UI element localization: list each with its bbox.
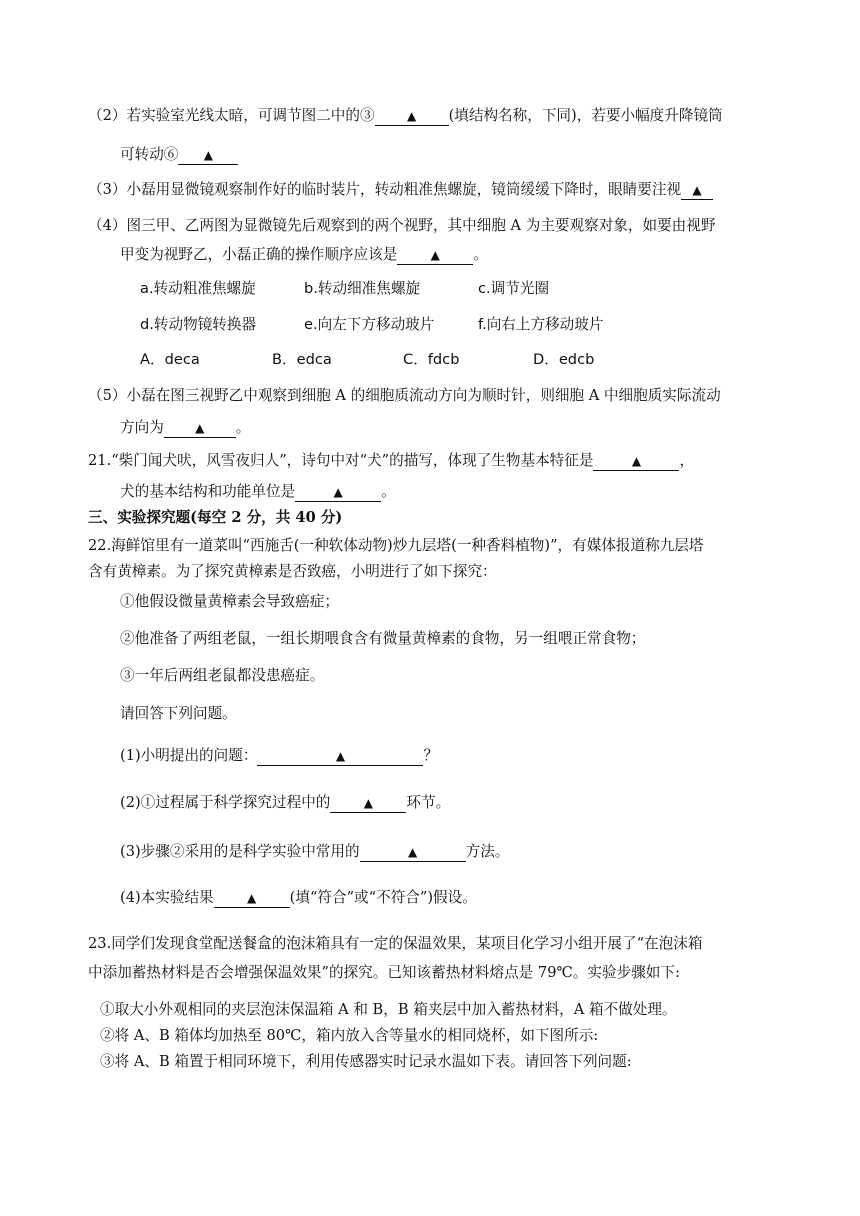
choice-A[interactable]: A．deca bbox=[140, 351, 200, 368]
answer-mark: ▲ bbox=[247, 891, 257, 905]
option-item-d: d.转动物镜转换器 bbox=[140, 316, 257, 333]
q22-sub3: (3)步骤②采用的是科学实验中常用的 ▲ 方法。 bbox=[120, 843, 510, 860]
answer-blank[interactable] bbox=[164, 419, 236, 438]
option-item-e: e.向左下方移动玻片 bbox=[304, 316, 435, 333]
option-item-c: c.调节光圈 bbox=[478, 280, 550, 297]
answer-mark: ▲ bbox=[631, 454, 642, 468]
q20-part4-line2: 甲变为视野乙，小磊正确的操作顺序应该是 ▲ 。 bbox=[120, 246, 488, 263]
q23-intro-line2: 中添加蓄热材料是否会增强保温效果”的探究。已知该蓄热材料熔点是 79℃。实验步骤如下: bbox=[88, 964, 680, 981]
answer-mark: ▲ bbox=[203, 148, 213, 162]
q22-sub4: (4)本实验结果 ▲ (填“符合”或“不符合”)假设。 bbox=[120, 889, 477, 906]
answer-mark: ▲ bbox=[195, 421, 205, 435]
q20-part5-line2: 方向为 ▲ 。 bbox=[120, 419, 251, 436]
q22-intro-line1: 22.海鲜馆里有一道菜叫“西施舌(一种软体动物)炒九层塔(一种香料植物)”，有媒体报道称九层塔 bbox=[88, 537, 704, 554]
answer-mark: ▲ bbox=[430, 248, 440, 262]
q22-step2: ②他准备了两组老鼠，一组长期喂食含有微量黄樟素的食物，另一组喂正常食物； bbox=[120, 630, 646, 647]
answer-blank[interactable] bbox=[681, 181, 713, 200]
answer-mark: ▲ bbox=[406, 109, 417, 123]
answer-mark: ▲ bbox=[407, 845, 418, 859]
q22-step3: ③一年后两组老鼠都没患癌症。 bbox=[120, 667, 325, 684]
answer-blank[interactable] bbox=[397, 246, 473, 265]
answer-mark: ▲ bbox=[363, 796, 374, 810]
answer-blank[interactable] bbox=[214, 889, 290, 908]
option-item-b: b.转动细准焦螺旋 bbox=[304, 280, 421, 297]
answer-blank[interactable] bbox=[178, 146, 238, 165]
q20-part2-line1: （2）若实验室光线太暗，可调节图二中的③ ▲ (填结构名称，下同)，若要小幅度升降镜筒 bbox=[88, 107, 723, 124]
q20-part4-line1: （4）图三甲、乙两图为显微镜先后观察到的两个视野，其中细胞 A 为主要观察对象，如要由视野 bbox=[88, 217, 716, 234]
choice-C[interactable]: C．fdcb bbox=[403, 351, 460, 368]
q20-part2-line2: 可转动⑥ ▲ bbox=[120, 145, 238, 165]
q22-sub2: (2)①过程属于科学探究过程中的 ▲ 环节。 bbox=[120, 794, 451, 811]
choice-B[interactable]: B．edca bbox=[272, 351, 332, 368]
q23-step1: ①取大小外观相同的夹层泡沫保温箱 A 和 B，B 箱夹层中加入蓄热材料，A 箱不做处理。 bbox=[100, 1001, 677, 1018]
q23-step3: ③将 A、B 箱置于相同环境下，利用传感器实时记录水温如下表。请回答下列问题: bbox=[100, 1053, 632, 1070]
answer-mark: ▲ bbox=[692, 183, 702, 197]
answer-blank[interactable] bbox=[257, 747, 423, 766]
answer-blank[interactable] bbox=[375, 107, 449, 126]
choice-D[interactable]: D．edcb bbox=[533, 351, 595, 368]
q22-step1: ①他假设微量黄樟素会导致癌症； bbox=[120, 593, 339, 610]
option-item-f: f.向右上方移动玻片 bbox=[478, 316, 604, 333]
answer-blank[interactable] bbox=[295, 483, 381, 502]
answer-blank[interactable] bbox=[593, 452, 679, 471]
answer-blank[interactable] bbox=[330, 794, 406, 813]
answer-blank[interactable] bbox=[360, 843, 466, 862]
q23-step2: ②将 A、B 箱体均加热至 80℃，箱内放入含等量水的相同烧杯，如下图所示: bbox=[100, 1027, 599, 1044]
q20-part3-line1: （3）小磊用显微镜观察制作好的临时装片，转动粗准焦螺旋，镜筒缓缓下降时，眼睛要注视 ▲ bbox=[88, 180, 713, 200]
q23-intro-line1: 23.同学们发现食堂配送餐盒的泡沫箱具有一定的保温效果，某项目化学习小组开展了“在泡沫箱 bbox=[88, 935, 703, 952]
q22-intro-line2: 含有黄樟素。为了探究黄樟素是否致癌，小明进行了如下探究： bbox=[88, 563, 497, 580]
option-item-a: a.转动粗准焦螺旋 bbox=[140, 280, 256, 297]
q21-line2: 犬的基本结构和功能单位是 ▲ 。 bbox=[120, 483, 396, 500]
q21-line1: 21.“柴门闻犬吠，风雪夜归人”，诗句中对“犬”的描写，体现了生物基本特征是 ▲ ， bbox=[88, 452, 695, 469]
answer-mark: ▲ bbox=[335, 749, 346, 763]
answer-mark: ▲ bbox=[333, 485, 343, 499]
section-heading: 三、实验探究题(每空 2 分，共 40 分) bbox=[88, 509, 343, 526]
q22-sub1: (1)小明提出的问题： ▲ ？ bbox=[120, 747, 439, 764]
q20-part5-line1: （5）小磊在图三视野乙中观察到细胞 A 的细胞质流动方向为顺时针，则细胞 A 中细胞质实际流动 bbox=[88, 387, 721, 404]
q22-prompt: 请回答下列问题。 bbox=[120, 705, 237, 722]
